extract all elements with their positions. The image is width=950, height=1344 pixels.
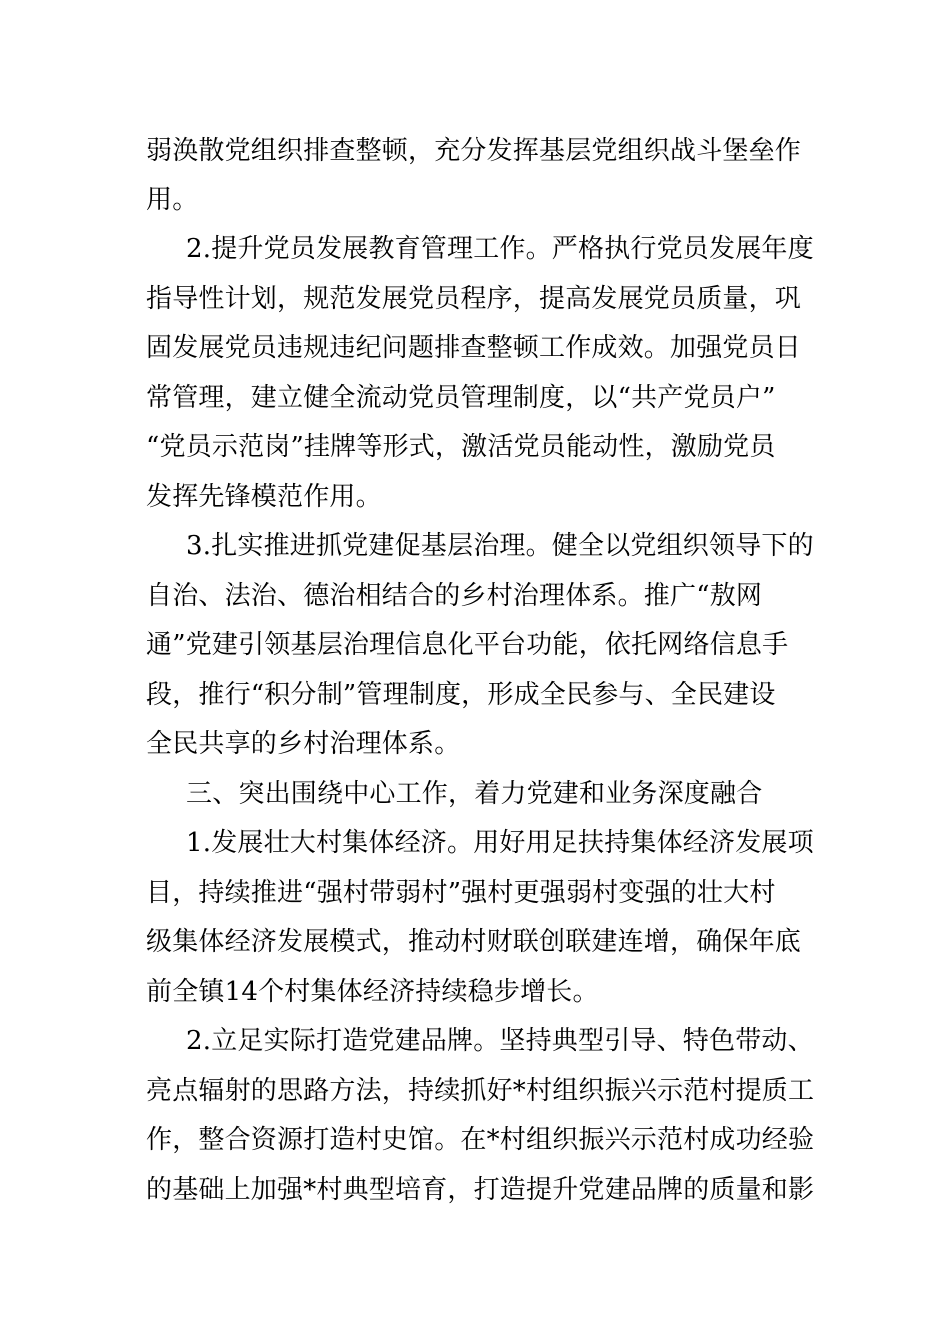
text-line: 亮点辐射的思路方法，持续抓好*村组织振兴示范村提质工 (146, 1076, 815, 1106)
text-line: 全民共享的乡村治理体系。 (146, 729, 461, 759)
text-line: 段，推行“积分制”管理制度，形成全民参与、全民建设 (146, 680, 776, 710)
text-line: 目，持续推进“强村带弱村”强村更强弱村变强的壮大村 (146, 878, 776, 908)
text-line: 1.发展壮大村集体经济。用好用足扶持集体经济发展项 (186, 828, 814, 858)
text-line: 2.提升党员发展教育管理工作。严格执行党员发展年度 (186, 234, 814, 264)
text-line: 的基础上加强*村典型培育，打造提升党建品牌的质量和影 (146, 1175, 815, 1205)
text-line: 常管理，建立健全流动党员管理制度，以“共产党员户” (146, 383, 776, 413)
text-line: 自治、法治、德治相结合的乡村治理体系。推广“敖网 (146, 581, 763, 611)
text-line: 级集体经济发展模式，推动村财联创联建连增，确保年底 (146, 927, 802, 957)
text-line: 发挥先锋模范作用。 (146, 482, 382, 512)
text-line: 指导性计划，规范发展党员程序，提高发展党员质量，巩 (146, 284, 802, 314)
text-line: 3.扎实推进抓党建促基层治理。健全以党组织领导下的 (186, 531, 814, 561)
text-line: 前全镇14个村集体经济持续稳步增长。 (146, 977, 599, 1007)
text-line: “党员示范岗”挂牌等形式，激活党员能动性，激励党员 (146, 432, 776, 462)
text-line: 用。 (146, 185, 199, 215)
text-line: 2.立足实际打造党建品牌。坚持典型引导、特色带动、 (186, 1026, 814, 1056)
text-line: 作，整合资源打造村史馆。在*村组织振兴示范村成功经验 (146, 1125, 815, 1155)
text-line: 通”党建引领基层治理信息化平台功能，依托网络信息手 (146, 630, 789, 660)
section-heading: 三、突出围绕中心工作，着力党建和业务深度融合 (186, 779, 763, 809)
text-line: 固发展党员违规违纪问题排查整顿工作成效。加强党员日 (146, 333, 802, 363)
text-line: 弱涣散党组织排查整顿，充分发挥基层党组织战斗堡垒作 (146, 136, 802, 166)
